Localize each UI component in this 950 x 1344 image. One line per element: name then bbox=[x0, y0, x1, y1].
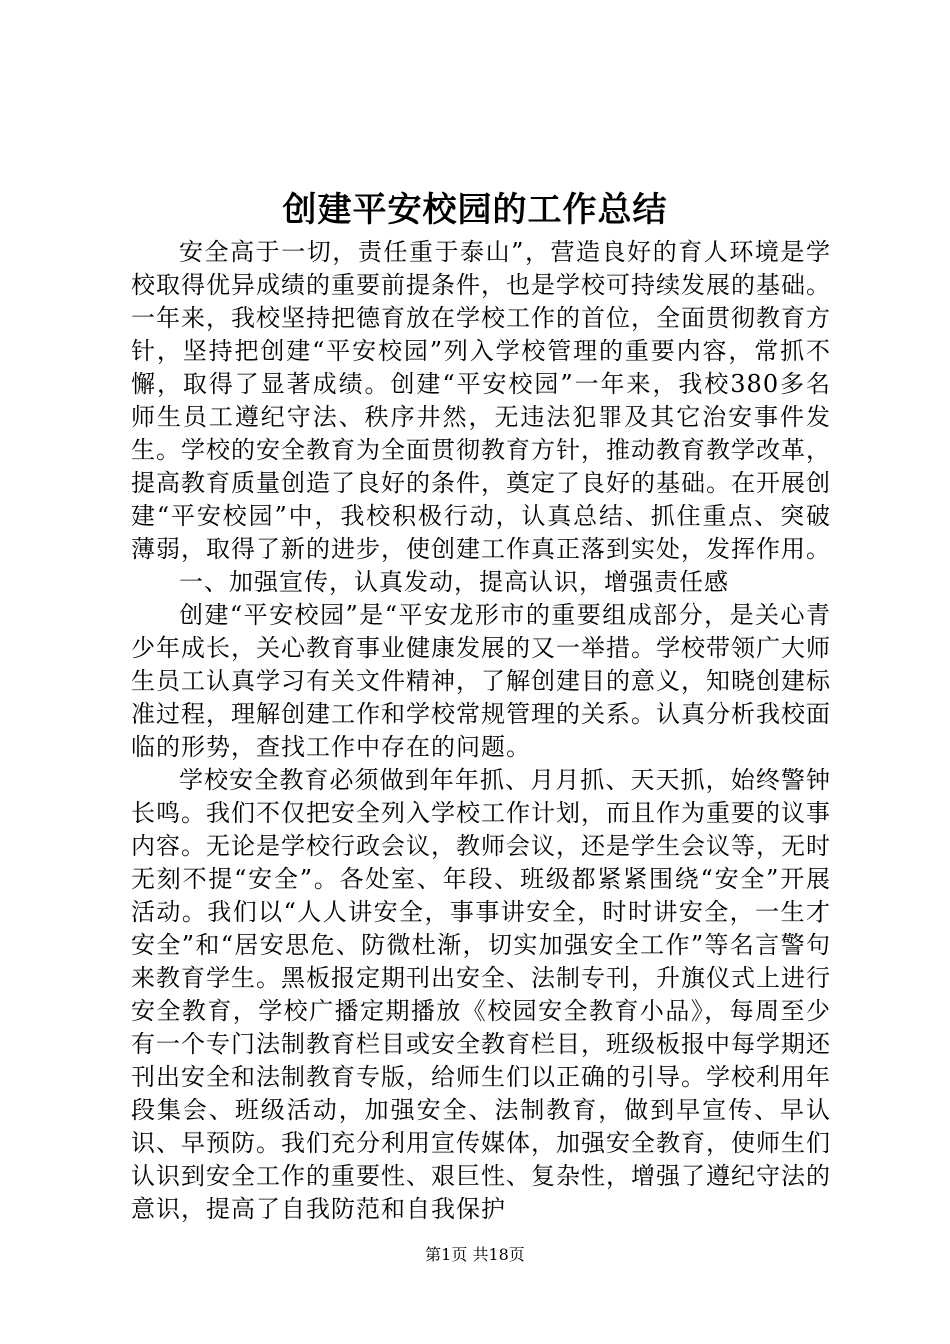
document-title: 创建平安校园的工作总结 bbox=[282, 190, 668, 230]
section-heading-1: 一、加强宣传，认真发动，提高认识，增强责任感 bbox=[179, 568, 729, 596]
document-body bbox=[131, 236, 831, 1226]
section-1-paragraph-1: 创建“平安校园”是“平安龙形市的重要组成部分，是关心青少年成长，关心教育事业健康发展的又一举措。学校带领广大师生员工认真学习有关文件精神，了解创建目的意义，知晓创建标准过程，理解创建工作和学校常规管理的关系。认真分析我校面临的形势，查找工作中存在的问题。 bbox=[131, 601, 831, 761]
section-1-paragraph-2: 学校安全教育必须做到年年抓、月月抓、天天抓，始终警钟长鸣。我们不仅把安全列入学校工作计划，而且作为重要的议事内容。无论是学校行政会议，教师会议，还是学生会议等，无时无刻不提“安全”。各处室、年段、班级都紧紧围绕“安全”开展活动。我们以“人人讲安全，事事讲安全，时时讲安全，一生才安全”和“居安思危、防微杜渐，切实加强安全工作”等名言警句来教育学生。黑板报定期刊出安全、法制专刊，升旗仪式上进行安全教育，学校广播定期播放《校园安全教育小品》，每周至少有一个专门法制教育栏目或安全教育栏目，班级板报中每学期还刊出安全和法制教育专版，给师生们以正确的引导。学校利用年段集会、班级活动，加强安全、法制教育，做到早宣传、早认识、早预防。我们充分利用宣传媒体，加强安全教育，使师生们认识到安全工作的重要性、艰巨性、复杂性，增强了遵纪守法的意识，提高了自我防范和自我保护 bbox=[131, 766, 831, 1223]
page-footer: 第1页 共18页 bbox=[425, 1245, 525, 1264]
intro-paragraph: 安全高于一切，责任重于泰山”，营造良好的育人环境是学校取得优异成绩的重要前提条件，也是学校可持续发展的基础。一年来，我校坚持把德育放在学校工作的首位，全面贯彻教育方针，坚持把创建“平安校园”列入学校管理的重要内容，常抓不懈，取得了显著成绩。创建“平安校园”一年来，我校380多名师生员工遵纪守法、秩序井然，无违法犯罪及其它治安事件发生。学校的安全教育为全面贯彻教育方针，推动教育教学改革，提高教育质量创造了良好的条件，奠定了良好的基础。在开展创建“平安校园”中，我校积极行动，认真总结、抓住重点、突破薄弱，取得了新的进步，使创建工作真正落到实处，发挥作用。 bbox=[131, 238, 831, 563]
